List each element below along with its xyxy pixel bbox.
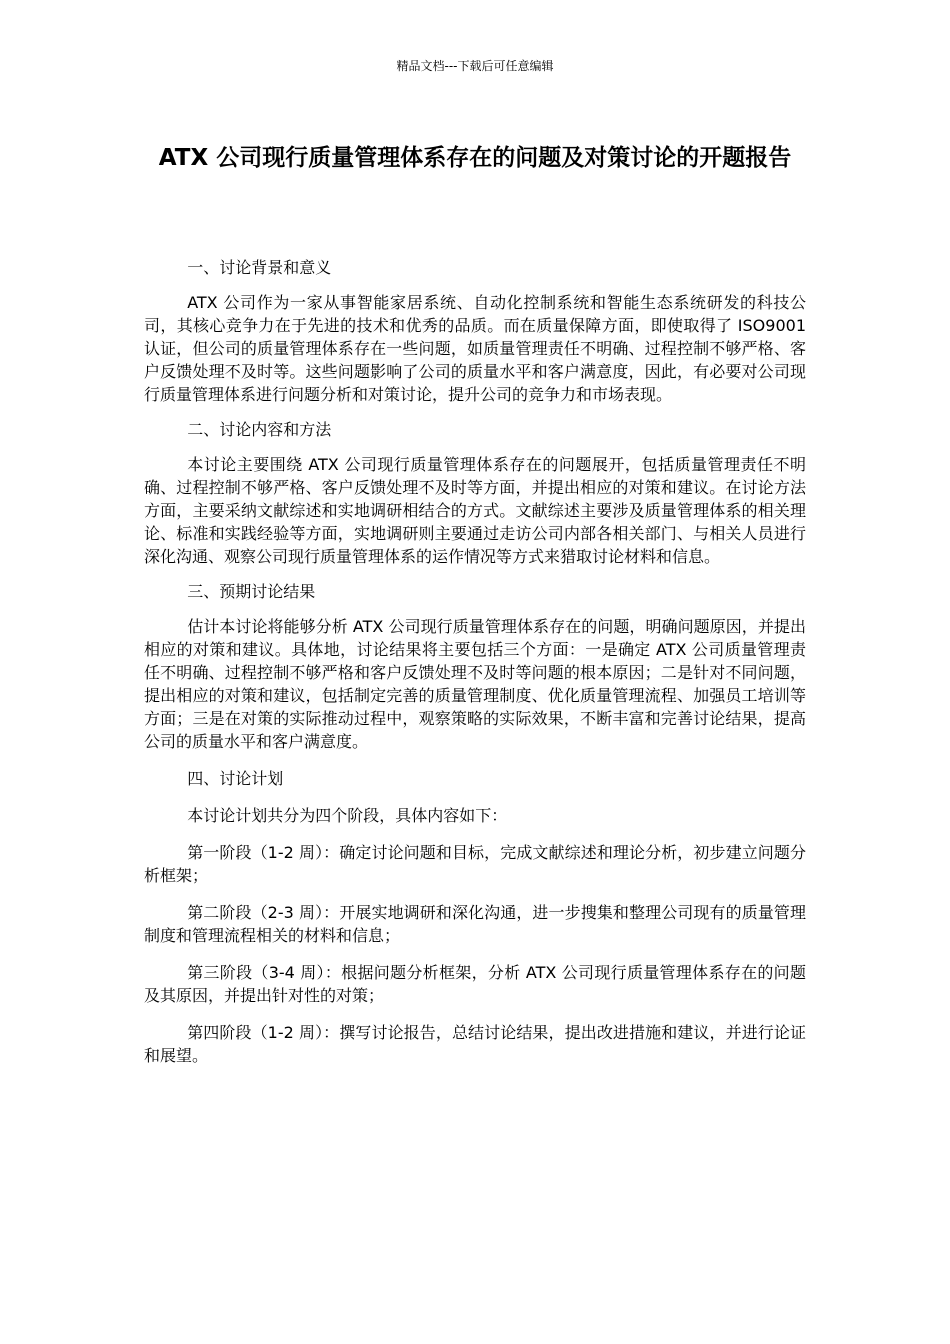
section-heading: 一、讨论背景和意义 (187, 258, 332, 277)
document-title: ATX 公司现行质量管理体系存在的问题及对策讨论的开题报告 (158, 145, 792, 171)
section-heading: 三、预期讨论结果 (187, 582, 316, 601)
section-heading: 四、讨论计划 (187, 769, 284, 788)
plan-stage: 第四阶段（1-2 周）：撰写讨论报告，总结讨论结果，提出改进措施和建议，并进行论证和展望。 (144, 1023, 806, 1065)
plan-stage: 第二阶段（2-3 周）：开展实地调研和深化沟通，进一步搜集和整理公司现有的质量管理制度和管理流程相关的材料和信息； (144, 903, 806, 945)
paragraph: ATX 公司作为一家从事智能家居系统、自动化控制系统和智能生态系统研发的科技公司，其核心竞争力在于先进的技术和优秀的品质。而在质量保障方面，即使取得了 ISO9001 认证，但公司的质量管理体系存在一些问题，如质量管理责任不明确、过程控制不够严格、客户反馈处理不及时等。这些问题影响了公司的质量水平和客户满意度，因此，有必要对公司现行质量管理体系进行问题分析和对策讨论，提升公司的竞争力和市场表现。 (144, 293, 806, 404)
document-body (144, 256, 806, 1067)
paragraph: 本讨论计划共分为四个阶段，具体内容如下： (187, 806, 508, 825)
plan-stage: 第三阶段（3-4 周）：根据问题分析框架，分析 ATX 公司现行质量管理体系存在的问题及其原因，并提出针对性的对策； (144, 963, 806, 1005)
page-header: 精品文档---下载后可任意编辑 (396, 59, 554, 73)
plan-stage: 第一阶段（1-2 周）：确定讨论问题和目标，完成文献综述和理论分析，初步建立问题分析框架； (144, 843, 806, 885)
paragraph: 估计本讨论将能够分析 ATX 公司现行质量管理体系存在的问题，明确问题原因，并提出相应的对策和建议。具体地，讨论结果将主要包括三个方面：一是确定 ATX 公司质量管理责任不明确、过程控制不够严格和客户反馈处理不及时等问题的根本原因；二是针对不同问题，提出相应的对策和建议，包括制定完善的质量管理制度、优化质量管理流程、加强员工培训等方面；三是在对策的实际推动过程中，观察策略的实际效果，不断丰富和完善讨论结果，提高公司的质量水平和客户满意度。 (144, 617, 806, 751)
paragraph: 本讨论主要围绕 ATX 公司现行质量管理体系存在的问题展开，包括质量管理责任不明确、过程控制不够严格、客户反馈处理不及时等方面，并提出相应的对策和建议。在讨论方法方面，主要采纳文献综述和实地调研相结合的方式。文献综述主要涉及质量管理体系的相关理论、标准和实践经验等方面，实地调研则主要通过走访公司内部各相关部门、与相关人员进行深化沟通、观察公司现行质量管理体系的运作情况等方式来猎取讨论材料和信息。 (144, 455, 806, 566)
section-heading: 二、讨论内容和方法 (187, 420, 332, 439)
